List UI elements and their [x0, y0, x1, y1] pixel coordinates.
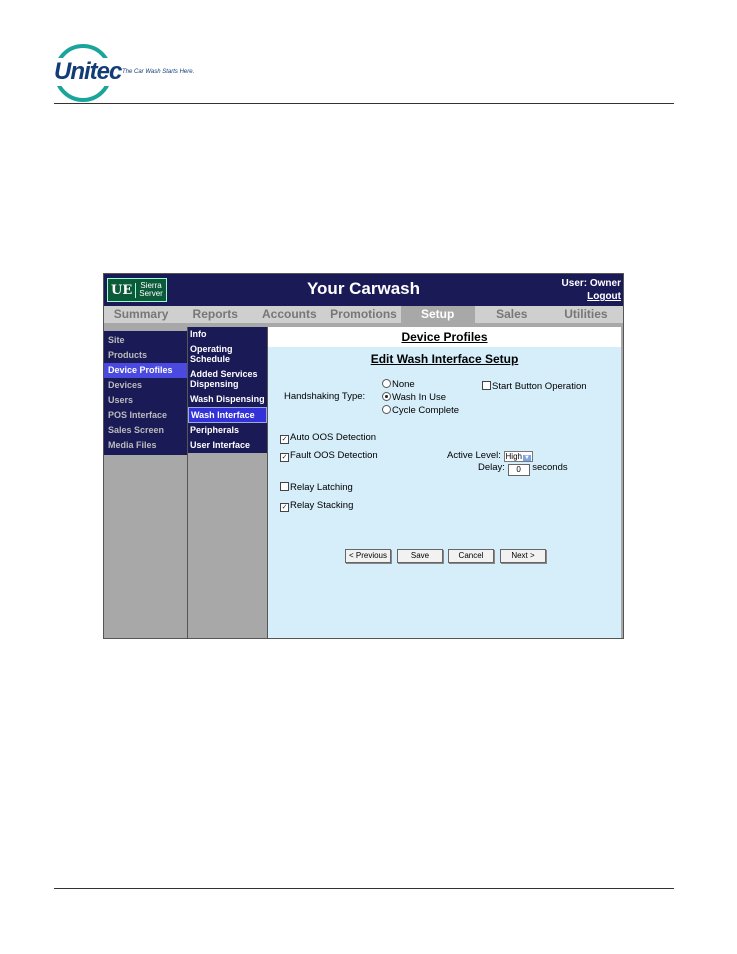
fault-oos-checkbox[interactable]: ✓ Fault OOS Detection [281, 450, 378, 461]
radio-selected-icon [382, 392, 391, 401]
device-profile-submenu-column [188, 327, 268, 639]
active-level-select[interactable]: High ▼ [504, 451, 533, 462]
brand-name: Sierra Server [139, 281, 163, 298]
cancel-button[interactable]: Cancel [448, 549, 494, 563]
radio-icon [382, 379, 391, 388]
active-level-row [447, 450, 533, 462]
relay-stacking-checkbox[interactable]: ✓ Relay Stacking [281, 500, 354, 511]
logo-tagline: The Car Wash Starts Here. [122, 69, 195, 75]
brand-ue: UE [108, 283, 136, 298]
radio-cycle-complete[interactable]: Cycle Complete [382, 405, 459, 416]
setup-menu [104, 331, 187, 455]
submenu-info[interactable]: Info [188, 327, 267, 342]
menu-sales-screen[interactable]: Sales Screen [108, 425, 165, 435]
submenu-peripherals[interactable]: Peripherals [188, 423, 267, 438]
checkbox-checked-icon: ✓ [281, 504, 288, 511]
submenu-operating-schedule[interactable]: Operating Schedule [188, 342, 267, 367]
device-profile-submenu [188, 327, 267, 453]
user-box [562, 277, 621, 303]
menu-device-profiles[interactable]: Device Profiles [104, 363, 187, 378]
tab-sales[interactable]: Sales [496, 307, 528, 321]
main-nav [104, 306, 623, 323]
checkbox-checked-icon: ✓ [281, 454, 288, 461]
tab-setup[interactable]: Setup [401, 306, 475, 323]
section-title: Device Profiles [268, 327, 621, 347]
menu-users[interactable]: Users [108, 395, 134, 405]
top-bar [104, 274, 623, 306]
save-button[interactable]: Save [397, 549, 443, 563]
site-title: Your Carwash [306, 279, 421, 298]
submenu-wash-dispensing[interactable]: Wash Dispensing [188, 392, 267, 407]
menu-pos-interface[interactable]: POS Interface [108, 410, 168, 420]
menu-devices[interactable]: Devices [108, 380, 143, 390]
menu-site[interactable]: Site [108, 335, 125, 345]
submenu-added-services-dispensing[interactable]: Added Services Dispensing [188, 367, 267, 392]
checkbox-icon [482, 381, 491, 390]
handshaking-label: Handshaking Type: [284, 391, 366, 402]
tab-reports[interactable]: Reports [192, 307, 238, 321]
logout-link[interactable]: Logout [587, 291, 621, 302]
submenu-wash-interface[interactable]: Wash Interface [188, 407, 267, 423]
checkbox-icon [280, 482, 289, 491]
tab-accounts[interactable]: Accounts [262, 307, 317, 321]
tab-utilities[interactable]: Utilities [564, 307, 608, 321]
start-button-operation-checkbox[interactable]: Start Button Operation [482, 381, 587, 392]
menu-products[interactable]: Products [108, 350, 148, 360]
logo-text: Unitec [54, 58, 122, 85]
content-panel [268, 327, 621, 639]
user-label: User: Owner [561, 278, 621, 289]
header-rule [54, 103, 674, 104]
auto-oos-checkbox[interactable]: ✓ Auto OOS Detection [281, 432, 377, 443]
previous-button[interactable]: < Previous [345, 549, 391, 563]
delay-unit: seconds [532, 462, 568, 473]
unitec-logo [52, 44, 222, 106]
form-title: Edit Wash Interface Setup [370, 352, 519, 366]
delay-row [478, 462, 568, 476]
delay-input[interactable]: 0 [508, 464, 530, 476]
setup-menu-column [104, 327, 188, 639]
next-button[interactable]: Next > [500, 549, 546, 563]
radio-wash-in-use[interactable]: Wash In Use [382, 392, 446, 403]
chevron-down-icon: ▼ [523, 455, 530, 461]
radio-icon [382, 405, 391, 414]
submenu-user-interface[interactable]: User Interface [188, 438, 267, 453]
checkbox-checked-icon: ✓ [281, 436, 288, 443]
active-level-label: Active Level: [447, 450, 501, 461]
delay-label: Delay: [478, 462, 505, 473]
sierra-server-window [103, 273, 624, 639]
menu-media-files[interactable]: Media Files [108, 440, 157, 450]
footer-rule [54, 888, 674, 889]
relay-latching-checkbox[interactable]: Relay Latching [280, 482, 353, 493]
radio-none[interactable]: None [382, 379, 415, 390]
tab-summary[interactable]: Summary [113, 307, 169, 321]
tab-promotions[interactable]: Promotions [330, 307, 397, 321]
